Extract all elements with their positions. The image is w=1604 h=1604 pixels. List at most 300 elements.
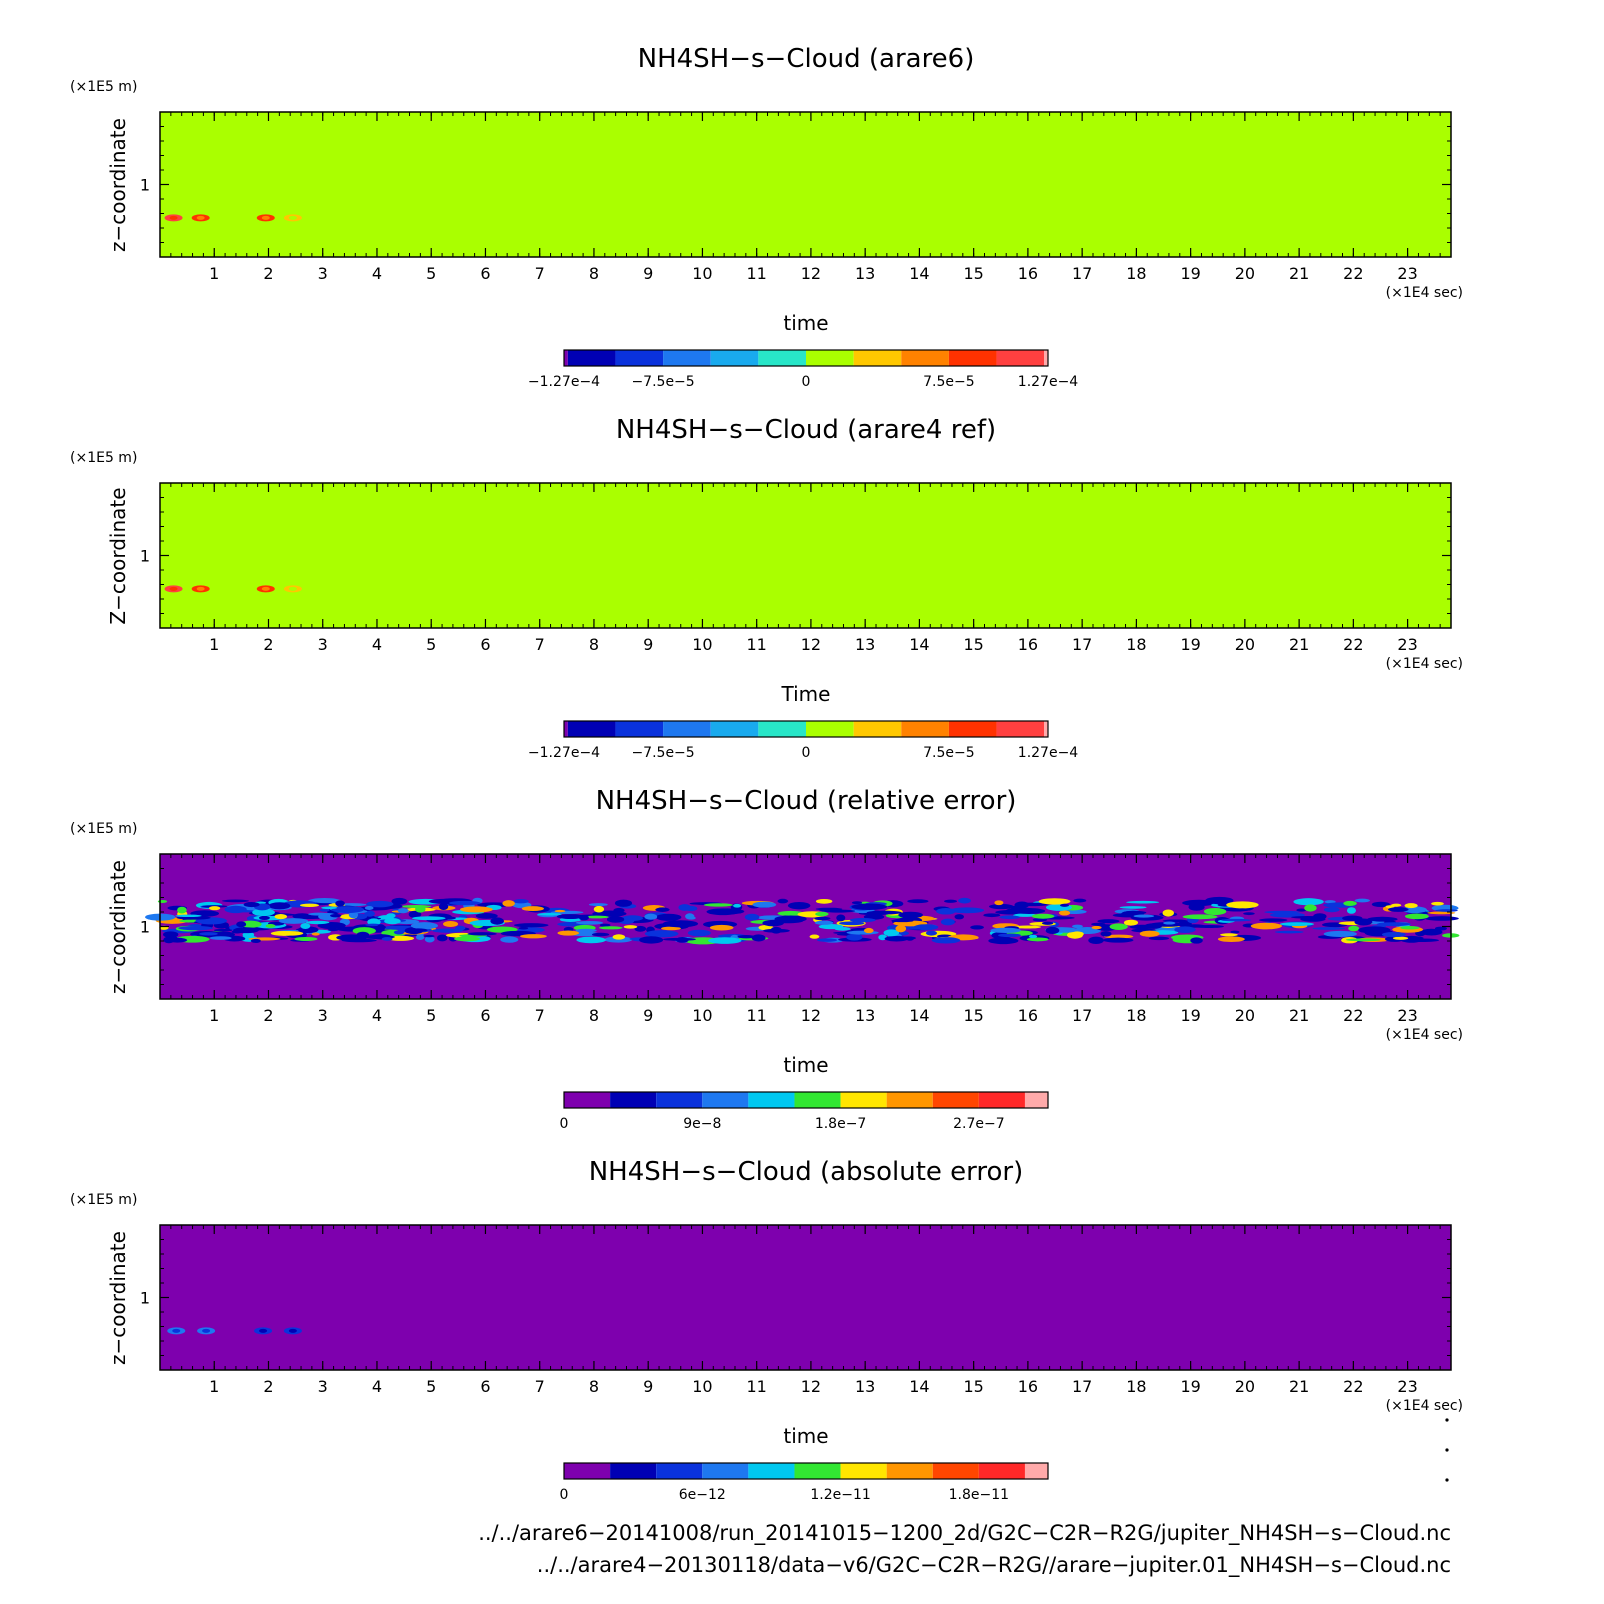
x-tick-label: 5	[426, 264, 437, 283]
x-tick-label: 13	[854, 1377, 876, 1396]
x-tick-label: 7	[534, 1006, 545, 1025]
error-cell	[415, 905, 426, 912]
colorbar	[560, 1463, 1048, 1503]
error-cell	[557, 930, 579, 935]
colorbar-segment	[702, 1463, 748, 1479]
x-tick-label: 15	[963, 264, 984, 283]
x-tick-label: 1	[209, 1006, 220, 1025]
x-tick-label: 19	[1180, 1377, 1201, 1396]
marker-dot	[1445, 1448, 1448, 1451]
error-cell	[1388, 907, 1409, 912]
error-cell	[1183, 914, 1218, 919]
error-cell	[522, 906, 544, 911]
panel-title: NH4SH−s−Cloud (absolute error)	[588, 1157, 1024, 1187]
error-cell	[178, 926, 213, 930]
field-blob-core	[262, 587, 270, 591]
error-cell	[321, 906, 337, 909]
error-cell	[970, 925, 984, 929]
x-tick-label: 5	[426, 1377, 437, 1396]
error-cell	[1405, 903, 1418, 908]
plot-area	[160, 1225, 1451, 1370]
x-tick-label: 21	[1288, 1006, 1310, 1025]
y-tick-label: 1	[139, 1288, 150, 1308]
error-cell	[816, 899, 832, 904]
colorbar-tick-label: −7.5e−5	[631, 745, 695, 761]
error-cell	[199, 932, 217, 935]
error-cell	[222, 900, 249, 903]
error-cell	[944, 900, 957, 903]
error-cell	[1377, 922, 1411, 926]
error-cell	[836, 915, 845, 922]
x-tick-label: 20	[1234, 1006, 1256, 1025]
field-blob-core	[289, 216, 297, 220]
panel-4	[70, 1157, 1463, 1503]
error-cell	[502, 900, 514, 906]
error-cell	[386, 913, 395, 918]
x-tick-label: 2	[263, 1006, 274, 1025]
x-axis-label: time	[783, 1424, 829, 1448]
colorbar-segment	[979, 1092, 1025, 1108]
error-cell	[644, 914, 657, 920]
error-cell	[576, 929, 597, 933]
error-cell	[210, 936, 232, 940]
error-cell	[994, 900, 1003, 905]
error-cell	[1123, 911, 1146, 914]
colorbar-segment	[568, 350, 616, 366]
error-cell	[460, 906, 493, 912]
error-cell	[1097, 919, 1119, 923]
error-cell	[1140, 931, 1160, 937]
error-cell	[449, 901, 481, 905]
error-cell	[1174, 926, 1195, 933]
colorbar-segment	[997, 721, 1045, 737]
error-cell	[251, 939, 261, 943]
x-tick-label: 7	[534, 1377, 545, 1396]
colorbar-tick-label: 7.5e−5	[923, 374, 975, 390]
colorbar-segment	[794, 1092, 840, 1108]
error-cell	[958, 898, 971, 904]
error-cell	[778, 899, 789, 904]
x-tick-label: 1	[209, 1377, 220, 1396]
x-axis-label: time	[783, 1053, 829, 1077]
error-cell	[432, 928, 463, 932]
colorbar-segment	[748, 1092, 794, 1108]
error-cell	[688, 930, 711, 937]
error-cell	[1410, 937, 1423, 940]
error-cell	[1046, 927, 1060, 934]
colorbar-segment	[949, 350, 997, 366]
y-tick-label: 1	[139, 546, 150, 566]
x-tick-label: 19	[1180, 635, 1201, 654]
x-tick-label: 11	[746, 1006, 767, 1025]
x-axis-label: Time	[781, 682, 831, 706]
error-cell	[576, 921, 603, 925]
error-cell	[382, 937, 393, 941]
x-tick-label: 12	[800, 1006, 822, 1025]
colorbar-tick-label: 1.8e−7	[814, 1116, 867, 1132]
panel-title: NH4SH−s−Cloud (arare6)	[637, 44, 975, 74]
error-cell	[1347, 907, 1356, 914]
error-cell	[232, 930, 243, 933]
error-cell	[1027, 937, 1049, 941]
x-tick-label: 22	[1343, 1377, 1364, 1396]
error-cell	[1013, 908, 1045, 914]
colorbar-segment	[568, 721, 616, 737]
colorbar-segment	[979, 1463, 1025, 1479]
error-cell	[391, 898, 407, 905]
field-blob-core	[262, 216, 270, 220]
error-cell	[1067, 932, 1083, 939]
colorbar-tick-label: 1.27e−4	[1017, 374, 1079, 390]
x-tick-label: 15	[963, 1006, 984, 1025]
colorbar-segment	[887, 1463, 933, 1479]
error-cell	[1251, 923, 1282, 930]
error-cell	[817, 938, 837, 941]
error-cell	[1367, 917, 1397, 922]
x-tick-label: 19	[1180, 264, 1201, 283]
colorbar	[528, 350, 1078, 390]
error-cell	[1324, 907, 1340, 912]
error-cell	[424, 935, 435, 937]
error-cell	[269, 902, 290, 909]
error-cell	[1312, 927, 1345, 930]
error-cell	[1163, 909, 1174, 916]
error-cell	[1275, 931, 1304, 934]
error-cell	[926, 931, 937, 936]
x-tick-label: 20	[1234, 264, 1256, 283]
error-cell	[519, 927, 529, 930]
colorbar-tick-label: −1.27e−4	[527, 745, 601, 761]
field-blob-core	[289, 1329, 297, 1333]
error-cell	[236, 921, 246, 927]
x-tick-label: 21	[1288, 264, 1310, 283]
x-tick-label: 9	[643, 1377, 654, 1396]
x-tick-label: 1	[209, 635, 220, 654]
error-cell	[365, 906, 374, 910]
x-tick-label: 14	[909, 635, 930, 654]
error-cell	[1221, 919, 1251, 922]
x-tick-label: 3	[317, 1006, 328, 1025]
error-cell	[1073, 899, 1086, 903]
colorbar-segment	[854, 350, 902, 366]
x-tick-label: 16	[1017, 264, 1039, 283]
y-unit-label: (×1E5 m)	[70, 450, 138, 466]
error-cell	[520, 934, 547, 938]
x-tick-label: 9	[643, 264, 654, 283]
colorbar-tick-label: 1.27e−4	[1017, 745, 1079, 761]
error-cell	[663, 920, 698, 927]
panel-1	[70, 44, 1463, 390]
error-cell	[815, 921, 834, 925]
colorbar-segment	[933, 1092, 979, 1108]
error-cell	[1400, 926, 1419, 929]
error-cell	[320, 909, 330, 912]
x-tick-label: 16	[1017, 1006, 1039, 1025]
error-cell	[955, 914, 964, 919]
marker-dot	[1445, 1418, 1448, 1421]
error-cell	[816, 908, 843, 911]
error-cell	[1382, 932, 1406, 937]
error-cell	[412, 916, 446, 920]
y-unit-label: (×1E5 m)	[70, 821, 138, 837]
x-tick-label: 4	[371, 1006, 383, 1025]
error-cell	[1059, 910, 1070, 915]
error-cell	[607, 916, 624, 923]
error-cell	[1189, 903, 1205, 910]
error-cell	[1243, 912, 1255, 915]
error-cell	[275, 914, 287, 919]
x-tick-label: 6	[480, 635, 491, 654]
colorbar-tick-label: 7.5e−5	[923, 745, 975, 761]
x-tick-label: 17	[1071, 1377, 1093, 1396]
error-cell	[214, 929, 232, 932]
error-cell	[1060, 904, 1069, 907]
error-cell	[1280, 922, 1314, 926]
panel-title: NH4SH−s−Cloud (arare4 ref)	[615, 415, 997, 445]
colorbar-tick-label: 0	[559, 1116, 569, 1132]
error-cell	[1230, 931, 1239, 934]
error-cell	[1220, 933, 1238, 936]
y-unit-label: (×1E5 m)	[70, 79, 138, 95]
y-axis-label: z−coordinate	[106, 118, 130, 252]
colorbar-tick-label: 2.7e−7	[953, 1116, 1005, 1132]
error-cell	[814, 917, 830, 920]
x-tick-label: 18	[1126, 1006, 1147, 1025]
x-tick-label: 11	[746, 635, 767, 654]
x-tick-label: 16	[1017, 635, 1039, 654]
error-cell	[1124, 920, 1138, 926]
colorbar-segment	[949, 721, 997, 737]
error-cell	[594, 906, 604, 913]
error-cell	[898, 912, 923, 919]
error-cell	[411, 922, 438, 929]
error-cell	[988, 938, 1018, 945]
x-tick-label: 10	[692, 1377, 713, 1396]
error-cell	[685, 906, 698, 911]
colorbar-segment	[887, 1092, 933, 1108]
error-cell	[867, 911, 902, 915]
field-blob-core	[202, 1329, 210, 1333]
x-unit-label: (×1E4 sec)	[1385, 285, 1463, 301]
error-cell	[513, 899, 529, 903]
colorbar-segment	[758, 350, 806, 366]
error-cell	[266, 924, 276, 928]
error-cell	[998, 933, 1021, 937]
x-tick-label: 1	[209, 264, 220, 283]
panel-3	[70, 786, 1463, 1132]
error-cell	[1259, 918, 1287, 922]
x-tick-label: 10	[692, 635, 713, 654]
error-cell	[932, 937, 961, 943]
x-tick-label: 13	[854, 635, 876, 654]
x-tick-label: 22	[1343, 264, 1364, 283]
x-tick-label: 13	[854, 264, 876, 283]
colorbar-tick-label: −7.5e−5	[631, 374, 695, 390]
panel-2	[70, 415, 1463, 761]
error-cell	[177, 907, 187, 914]
marker-dot	[1445, 1478, 1448, 1481]
error-cell	[852, 901, 862, 904]
colorbar-tick-label: 1.8e−11	[948, 1487, 1010, 1503]
error-cell	[850, 918, 876, 922]
x-tick-label: 14	[909, 1377, 930, 1396]
y-tick-label: 1	[139, 175, 150, 195]
colorbar-tick-label: 1.2e−11	[810, 1487, 871, 1503]
error-cell	[394, 930, 404, 934]
x-tick-label: 7	[534, 264, 545, 283]
error-cell	[537, 913, 562, 915]
colorbar-segment	[711, 350, 759, 366]
x-tick-label: 18	[1126, 635, 1147, 654]
x-tick-label: 20	[1234, 635, 1256, 654]
colorbar-segment	[656, 1092, 702, 1108]
error-cell	[1431, 902, 1444, 906]
x-tick-label: 6	[480, 1377, 491, 1396]
error-cell	[1291, 916, 1324, 919]
colorbar-segment	[794, 1463, 840, 1479]
colorbar-tick-label: 0	[801, 745, 811, 761]
error-cell	[983, 913, 1000, 917]
error-cell	[1264, 911, 1300, 914]
colorbar-segment	[854, 721, 902, 737]
error-cell	[377, 924, 385, 931]
colorbar-segment	[933, 1463, 979, 1479]
colorbar-segment	[610, 1463, 656, 1479]
error-cell	[1029, 935, 1037, 938]
colorbar-tick-label: 0	[559, 1487, 569, 1503]
colorbar-segment	[901, 350, 949, 366]
x-tick-label: 20	[1234, 1377, 1256, 1396]
colorbar-segment	[841, 1463, 887, 1479]
error-cell	[1218, 936, 1245, 942]
x-tick-label: 8	[588, 264, 600, 283]
colorbar-segment	[615, 721, 663, 737]
x-tick-label: 13	[854, 1006, 876, 1025]
error-cell	[639, 936, 663, 943]
field-blob-core	[170, 216, 178, 220]
error-cell	[209, 906, 220, 910]
error-cell	[1032, 914, 1055, 919]
error-cell	[259, 916, 270, 920]
x-tick-label: 23	[1397, 1006, 1418, 1025]
field-blob-core	[289, 587, 297, 591]
error-cell	[169, 936, 178, 939]
error-cell	[762, 920, 783, 926]
error-cell	[1100, 931, 1111, 936]
error-cell	[1103, 938, 1134, 943]
error-cell	[279, 918, 308, 924]
x-tick-label: 12	[800, 635, 822, 654]
colorbar-tick-label: 9e−8	[683, 1116, 722, 1132]
x-tick-label: 12	[800, 1377, 822, 1396]
colorbar-segment	[663, 721, 711, 737]
error-cell	[753, 902, 777, 908]
colorbar-segment	[711, 721, 759, 737]
x-tick-label: 3	[317, 635, 328, 654]
x-tick-label: 6	[480, 1006, 491, 1025]
x-tick-label: 15	[963, 635, 984, 654]
error-cell	[300, 923, 310, 929]
error-cell	[1304, 904, 1316, 911]
x-tick-label: 11	[746, 264, 767, 283]
error-cell	[454, 936, 480, 941]
field-blob-core	[172, 1329, 180, 1333]
x-unit-label: (×1E4 sec)	[1385, 1027, 1463, 1043]
y-axis-label: z−coordinate	[106, 860, 130, 994]
error-cell	[1235, 908, 1250, 911]
x-tick-label: 5	[426, 1006, 437, 1025]
x-tick-label: 14	[909, 1006, 930, 1025]
x-tick-label: 5	[426, 635, 437, 654]
error-cell	[738, 935, 755, 938]
x-tick-label: 2	[263, 1377, 274, 1396]
error-cell	[999, 915, 1020, 919]
colorbar-segment	[656, 1463, 702, 1479]
error-cell	[1110, 923, 1128, 930]
field-blob-core	[259, 1329, 267, 1333]
x-tick-label: 23	[1397, 635, 1418, 654]
panel-title: NH4SH−s−Cloud (relative error)	[595, 786, 1017, 816]
colorbar-segment	[1025, 1463, 1048, 1479]
error-cell	[330, 914, 341, 917]
error-cell	[1042, 922, 1053, 925]
plot-area	[160, 112, 1451, 257]
error-cell	[1435, 927, 1447, 931]
error-cell	[1324, 931, 1357, 937]
error-cell	[1348, 926, 1359, 932]
error-cell	[244, 902, 260, 907]
colorbar-segment	[1025, 1092, 1048, 1108]
x-tick-label: 2	[263, 635, 274, 654]
error-cell	[271, 931, 297, 936]
error-cell	[1393, 937, 1408, 940]
x-tick-label: 17	[1071, 1006, 1093, 1025]
x-unit-label: (×1E4 sec)	[1385, 656, 1463, 672]
error-cell	[1091, 923, 1105, 926]
error-cell	[467, 932, 496, 935]
x-tick-label: 10	[692, 264, 713, 283]
error-cell	[294, 937, 317, 941]
error-cell	[763, 929, 790, 933]
error-cell	[1145, 923, 1163, 929]
error-cell	[600, 924, 611, 927]
error-cell	[1092, 926, 1102, 929]
error-cell	[1226, 901, 1259, 908]
colorbar-segment	[901, 721, 949, 737]
error-cell	[745, 914, 760, 921]
error-cell	[708, 937, 741, 944]
x-tick-label: 23	[1397, 264, 1418, 283]
error-cell	[1134, 915, 1155, 918]
x-tick-label: 12	[800, 264, 822, 283]
error-cell	[687, 916, 695, 919]
x-axis-label: time	[783, 311, 829, 335]
x-tick-label: 4	[371, 264, 383, 283]
colorbar-segment	[663, 350, 711, 366]
error-cell	[624, 925, 638, 929]
y-tick-label: 1	[139, 917, 150, 937]
error-cell	[936, 908, 956, 914]
colorbar-segment	[748, 1463, 794, 1479]
error-cell	[788, 902, 810, 909]
colorbar-segment	[758, 721, 806, 737]
colorbar-segment	[615, 350, 663, 366]
x-tick-label: 22	[1343, 635, 1364, 654]
error-cell	[1405, 914, 1429, 920]
error-cell	[645, 930, 679, 937]
error-cell	[1126, 901, 1159, 904]
colorbar-segment	[610, 1092, 656, 1108]
